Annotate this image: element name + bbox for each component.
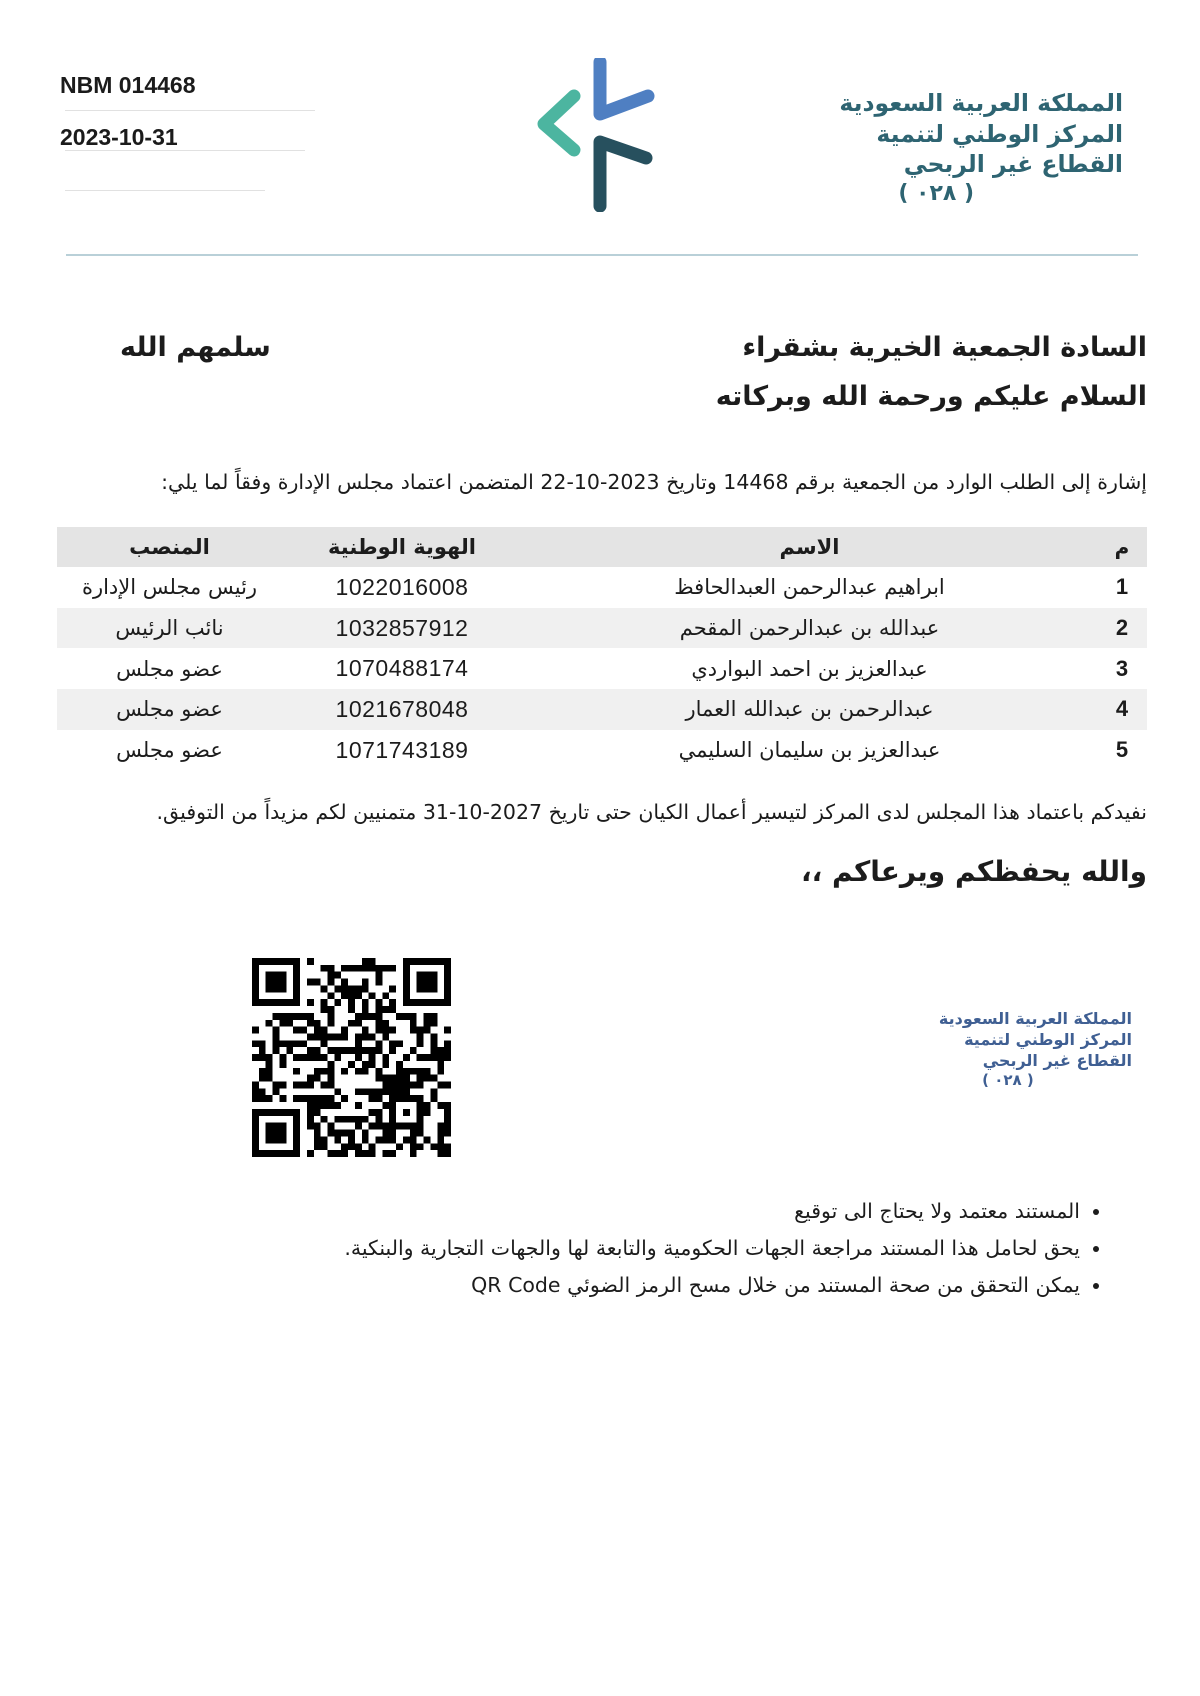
stamp-code: ( ٠٢٨ ) (982, 1071, 1034, 1090)
organization-line-country: المملكة العربية السعودية (839, 89, 1123, 117)
recipient: السادة الجمعية الخيرية بشقراء (742, 332, 1147, 363)
row-number: 3 (1115, 655, 1129, 681)
organization-line-sector: القطاع غير الربحي (903, 150, 1123, 179)
row-position: عضو مجلس (57, 689, 282, 730)
closing-line: والله يحفظكم ويرعاكم ،، (800, 855, 1147, 888)
row-name: عبدالعزيز بن احمد البواردي (691, 656, 928, 681)
stamp-line-sector: القطاع غير الربحي (982, 1050, 1132, 1070)
row-national-id: 1021678048 (282, 689, 522, 730)
ncnp-logo-icon (536, 58, 656, 212)
table-row (57, 648, 1147, 689)
stamp-line-country: المملكة العربية السعودية (938, 1009, 1132, 1028)
row-position: عضو مجلس (116, 738, 223, 763)
board-members-table (57, 527, 1147, 770)
organization-stamp (939, 1009, 1132, 1091)
intro-paragraph: إشارة إلى الطلب الوارد من الجمعية برقم 14468 وتاريخ 2023-10-22 المتضمن اعتماد مجلس الإدارة وفقاً لما يلي: (161, 470, 1147, 494)
row-name: عبدالرحمن بن عبدالله العمار (522, 689, 1097, 730)
qr-code-icon[interactable] (252, 958, 451, 1157)
salutation: السلام عليكم ورحمة الله وبركاته (715, 381, 1147, 412)
row-position: رئيس مجلس الإدارة (81, 575, 258, 600)
note-item: • يحق لحامل هذا المستند مراجعة الجهات الحكومية والتابعة لها والجهات التجارية والبنكية. (344, 1230, 1080, 1267)
row-name: عبدالعزيز بن سليمان السليمي (678, 738, 941, 763)
row-position: عضو مجلس (116, 656, 223, 681)
notes-list (344, 1193, 1102, 1304)
table-row (57, 730, 1147, 771)
reference-date-line (65, 150, 305, 151)
row-national-id: 1032857912 (282, 608, 522, 649)
body-paragraph: نفيدكم باعتماد هذا المجلس لدى المركز لتيسير أعمال الكيان حتى تاريخ 2027-10-31 متمنيين لكم مزيداً من التوفيق. (156, 800, 1147, 824)
table-row (57, 689, 1147, 730)
table-row (57, 608, 1147, 649)
row-national-id: 1070488174 (335, 655, 469, 682)
reference-number: NBM 014468 (60, 72, 196, 98)
row-name: عبدالله بن عبدالرحمن المقحم (522, 608, 1097, 649)
table-header-row (57, 527, 1147, 567)
row-number: 1 (1115, 574, 1129, 600)
note-item: • يمكن التحقق من صحة المستند من خلال مسح الرمز الضوئي QR Code (344, 1267, 1080, 1304)
table-row (57, 567, 1147, 608)
recipient-greeting: سلمهم الله (120, 332, 271, 363)
row-national-id: 1071743189 (335, 736, 469, 763)
organization-code: ( ٠٢٨ ) (898, 180, 975, 206)
attachments-line (65, 190, 265, 191)
note-item: • المستند معتمد ولا يحتاج الى توقيع (344, 1193, 1080, 1230)
header-national-id: الهوية الوطنية (282, 527, 522, 567)
header-number: م (1097, 527, 1147, 567)
header-divider (66, 254, 1138, 256)
reference-number-line (65, 110, 315, 111)
header-position: المنصب (57, 527, 282, 567)
row-position: نائب الرئيس (57, 608, 282, 649)
row-number: 2 (1097, 608, 1147, 649)
row-number: 4 (1097, 689, 1147, 730)
reference-date: 2023-10-31 (60, 124, 178, 150)
header-name: الاسم (522, 527, 1097, 567)
row-name: ابراهيم عبدالرحمن العبدالحافظ (674, 575, 945, 600)
row-national-id: 1022016008 (335, 573, 469, 600)
row-number: 5 (1115, 737, 1129, 763)
stamp-line-center: المركز الوطني لتنمية (964, 1029, 1132, 1049)
organization-name (839, 88, 1123, 208)
organization-line-center: المركز الوطني لتنمية (876, 119, 1123, 148)
